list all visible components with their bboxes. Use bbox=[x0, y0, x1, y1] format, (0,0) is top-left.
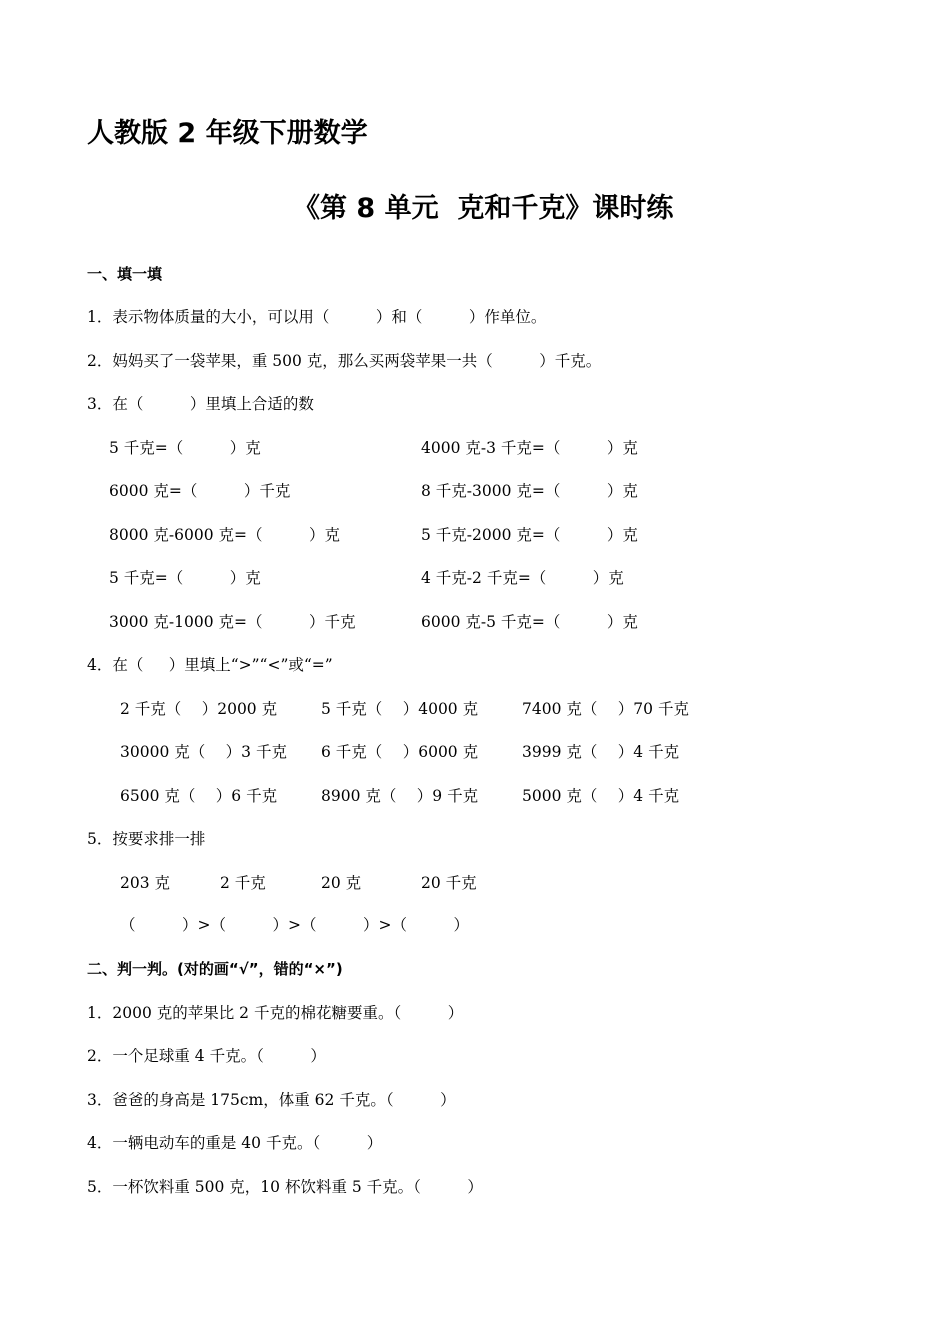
q4-item: 8900 克（ ）9 千克 bbox=[321, 787, 479, 805]
q5-item: 20 千克 bbox=[421, 874, 477, 892]
q3-right-item: 6000 克-5 千克=（ ）克 bbox=[421, 613, 638, 631]
q5-item: 2 千克 bbox=[220, 874, 266, 892]
question-5-stem: 5．按要求排一排 bbox=[87, 830, 206, 848]
judge-item: 3．爸爸的身高是 175cm，体重 62 千克。（ ） bbox=[87, 1091, 456, 1109]
q4-item: 7400 克（ ）70 千克 bbox=[522, 700, 689, 718]
q4-item: 30000 克（ ）3 千克 bbox=[120, 743, 287, 761]
q4-item: 3999 克（ ）4 千克 bbox=[522, 743, 680, 761]
q5-item: 203 克 bbox=[120, 874, 171, 892]
question-1: 1．表示物体质量的大小，可以用（ ）和（ ）作单位。 bbox=[87, 308, 547, 326]
q3-left-item: 3000 克-1000 克=（ ）千克 bbox=[109, 613, 356, 631]
q5-order-line: （ ）>（ ）>（ ）>（ ） bbox=[120, 916, 469, 934]
q4-item: 5000 克（ ）4 千克 bbox=[522, 787, 680, 805]
q3-left-item: 5 千克=（ ）克 bbox=[109, 569, 261, 587]
q4-item: 6500 克（ ）6 千克 bbox=[120, 787, 278, 805]
q3-left-item: 5 千克=（ ）克 bbox=[109, 439, 261, 457]
judge-item: 5．一杯饮料重 500 克，10 杯饮料重 5 千克。（ ） bbox=[87, 1178, 483, 1196]
q4-item: 2 千克（ ）2000 克 bbox=[120, 700, 278, 718]
q3-left-item: 6000 克=（ ）千克 bbox=[109, 482, 291, 500]
q4-item: 5 千克（ ）4000 克 bbox=[321, 700, 479, 718]
q3-left-item: 8000 克-6000 克=（ ）克 bbox=[109, 526, 340, 544]
q5-item: 20 克 bbox=[321, 874, 362, 892]
page-title: 人教版 2 年级下册数学 bbox=[87, 118, 368, 149]
section-heading-judge: 二、判一判。(对的画“√”，错的“×”) bbox=[87, 960, 343, 978]
q3-right-item: 4 千克-2 千克=（ ）克 bbox=[421, 569, 624, 587]
judge-item: 4．一辆电动车的重是 40 千克。（ ） bbox=[87, 1134, 383, 1152]
q4-item: 6 千克（ ）6000 克 bbox=[321, 743, 479, 761]
question-2: 2．妈妈买了一袋苹果，重 500 克，那么买两袋苹果一共（ ）千克。 bbox=[87, 352, 602, 370]
judge-item: 1．2000 克的苹果比 2 千克的棉花糖要重。（ ） bbox=[87, 1004, 464, 1022]
judge-item: 2．一个足球重 4 千克。（ ） bbox=[87, 1047, 326, 1065]
section-heading-fill: 一、填一填 bbox=[87, 265, 163, 283]
unit-title: 《第 8 单元 克和千克》课时练 bbox=[293, 193, 674, 224]
q3-right-item: 8 千克-3000 克=（ ）克 bbox=[421, 482, 638, 500]
question-4-stem: 4．在（ ）里填上“>”“<”或“=” bbox=[87, 656, 333, 674]
q3-right-item: 4000 克-3 千克=（ ）克 bbox=[421, 439, 638, 457]
q3-right-item: 5 千克-2000 克=（ ）克 bbox=[421, 526, 638, 544]
question-3-stem: 3．在（ ）里填上合适的数 bbox=[87, 395, 314, 413]
